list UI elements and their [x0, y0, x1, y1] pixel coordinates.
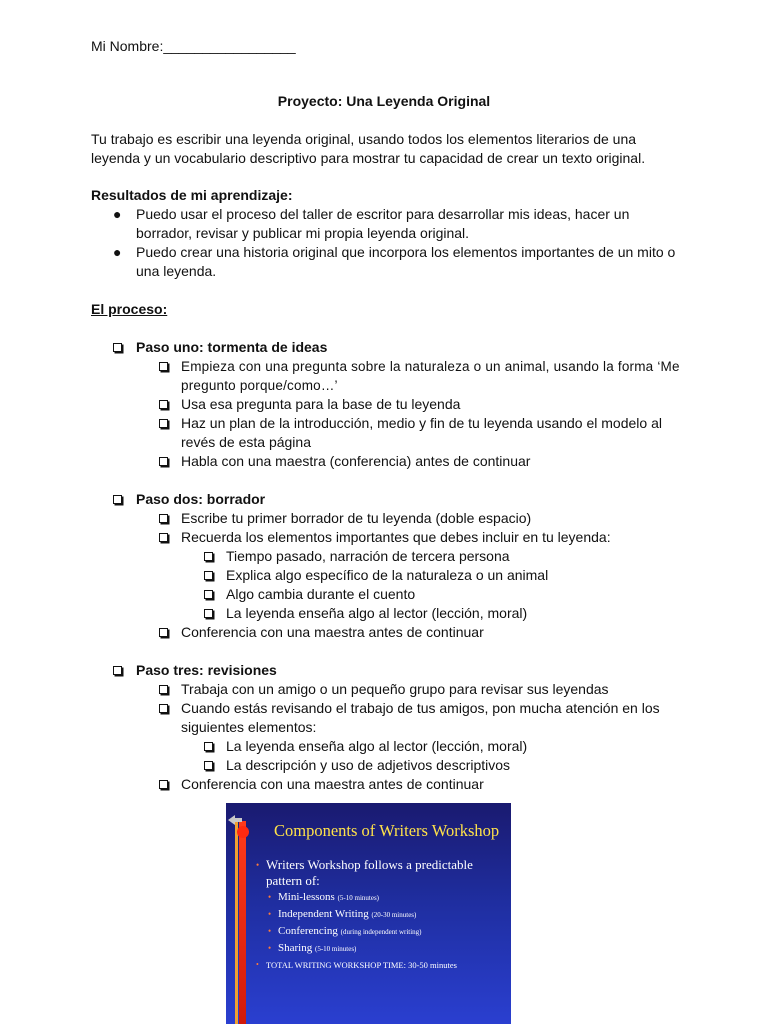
outcome-item: ● Puedo usar el proceso del taller de escritor para desarrollar mis ideas, hacer un borrador, revisar y publicar mi propia leyenda original.	[113, 206, 630, 241]
step-title: Paso dos: borrador	[91, 490, 691, 509]
step-item: Haz un plan de la introducción, medio y fin de tu leyenda usando el modelo al revés de esta página	[91, 414, 691, 452]
step-item: Empieza con una pregunta sobre la naturaleza o un animal, usando la forma ‘Me pregunto porque/como…’	[91, 357, 691, 395]
outcomes-list	[91, 205, 681, 281]
step-item: Cuando estás revisando el trabajo de tus amigos, pon mucha atención en los siguientes elementos:	[91, 699, 691, 737]
checkbox-icon[interactable]	[113, 666, 122, 675]
step-title: Paso tres: revisiones	[91, 661, 691, 680]
step-item: Conferencia con una maestra antes de continuar	[91, 775, 691, 794]
writers-workshop-slide	[226, 803, 511, 1024]
slide-sub-bullet: • Independent Writing (20-30 minutes)	[268, 908, 417, 920]
step-item: Conferencia con una maestra antes de continuar	[91, 623, 691, 642]
slide-title: Components of Writers Workshop	[274, 821, 500, 840]
checkbox-icon[interactable]	[204, 571, 213, 580]
checkbox-icon[interactable]	[159, 419, 168, 428]
checkbox-icon[interactable]	[204, 742, 213, 751]
step-title: Paso uno: tormenta de ideas	[91, 338, 691, 357]
step-subitem: La leyenda enseña algo al lector (lección, moral)	[91, 604, 691, 623]
slide-dot-icon	[237, 826, 249, 838]
bullet-dot: ●	[113, 206, 122, 222]
step-subitem: La descripción y uso de adjetivos descriptivos	[91, 756, 691, 775]
checkbox-icon[interactable]	[113, 495, 122, 504]
checkbox-icon[interactable]	[204, 590, 213, 599]
checkbox-icon[interactable]	[204, 761, 213, 770]
step-item: Habla con una maestra (conferencia) antes de continuar	[91, 452, 691, 471]
slide-bullets	[256, 857, 506, 973]
slide-accent-bar	[239, 821, 246, 1024]
process-heading: El proceso:	[91, 301, 168, 317]
slide-total-time: • TOTAL WRITING WORKSHOP TIME: 30-50 minutes	[256, 960, 457, 970]
slide-sub-bullet: • Conferencing (during independent writing)	[268, 925, 422, 937]
outcome-item: ● Puedo crear una historia original que incorpora los elementos importantes de un mito o una leyenda.	[113, 244, 676, 279]
arrow-left-icon	[228, 815, 242, 825]
step-item: Escribe tu primer borrador de tu leyenda (doble espacio)	[91, 509, 691, 528]
checkbox-icon[interactable]	[159, 514, 168, 523]
step-three	[91, 661, 691, 794]
checkbox-icon[interactable]	[204, 552, 213, 561]
process-steps	[91, 338, 691, 813]
slide-sub-bullet: • Mini-lessons (5-10 minutes)	[268, 891, 380, 903]
checkbox-icon[interactable]	[159, 704, 168, 713]
checkbox-icon[interactable]	[113, 343, 122, 352]
document-title: Proyecto: Una Leyenda Original	[277, 93, 491, 109]
step-subitem: Algo cambia durante el cuento	[91, 585, 691, 604]
checkbox-icon[interactable]	[159, 362, 168, 371]
slide-accent-bar	[235, 821, 238, 1024]
checkbox-icon[interactable]	[159, 400, 168, 409]
step-subitem: Tiempo pasado, narración de tercera persona	[91, 547, 691, 566]
checkbox-icon[interactable]	[159, 457, 168, 466]
step-one	[91, 338, 691, 471]
checkbox-icon[interactable]	[159, 685, 168, 694]
checkbox-icon[interactable]	[159, 628, 168, 637]
step-subitem: La leyenda enseña algo al lector (lección, moral)	[91, 737, 691, 756]
slide-sub-bullet: • Sharing (5-10 minutes)	[268, 942, 357, 954]
step-item: Trabaja con un amigo o un pequeño grupo para revisar sus leyendas	[91, 680, 691, 699]
intro-paragraph: Tu trabajo es escribir una leyenda original, usando todos los elementos literarios de una leyenda y un vocabulario descriptivo para mostrar tu capacidad de crear un texto original.	[91, 131, 646, 166]
step-item: Usa esa pregunta para la base de tu leyenda	[91, 395, 691, 414]
checkbox-icon[interactable]	[204, 609, 213, 618]
bullet-dot: ●	[113, 244, 122, 260]
step-item: Recuerda los elementos importantes que debes incluir en tu leyenda:	[91, 528, 691, 547]
outcomes-heading: Resultados de mi aprendizaje:	[91, 187, 293, 203]
checkbox-icon[interactable]	[159, 780, 168, 789]
checkbox-icon[interactable]	[159, 533, 168, 542]
step-subitem: Explica algo específico de la naturaleza o un animal	[91, 566, 691, 585]
name-field-line: Mi Nombre:_________________	[91, 38, 296, 54]
step-two	[91, 490, 691, 642]
slide-main-bullet: • Writers Workshop follows a predictable pattern of:	[256, 857, 473, 888]
